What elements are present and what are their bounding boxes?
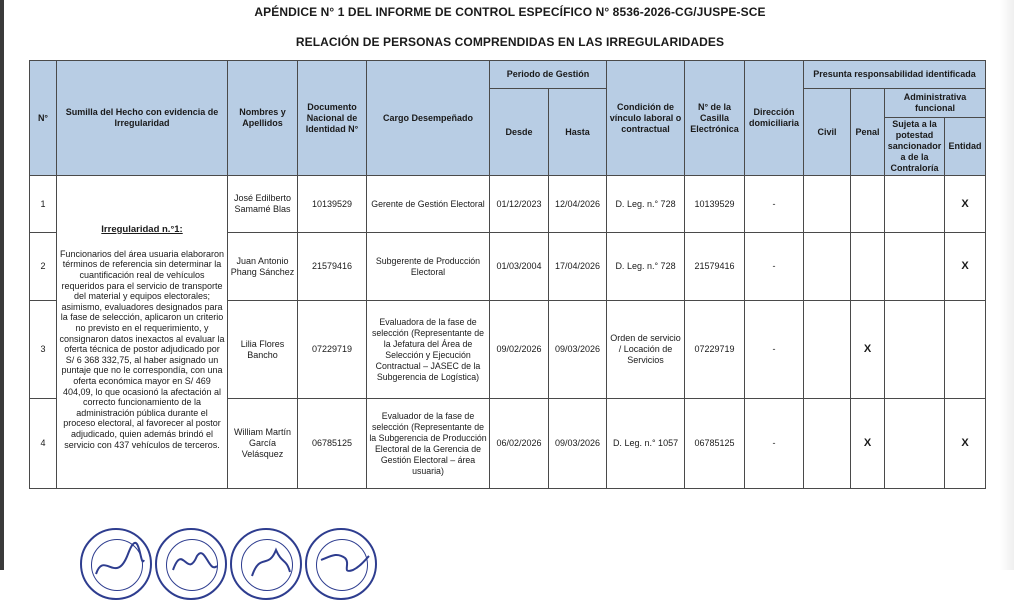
penal-mark <box>851 233 885 301</box>
person-dni: 07229719 <box>298 301 367 399</box>
civil-mark <box>804 399 851 489</box>
period-to: 09/03/2026 <box>549 301 607 399</box>
sujeta-mark <box>885 233 945 301</box>
header-desde: Desde <box>490 89 549 176</box>
header-documento: Documento Nacional de Identidad N° <box>298 61 367 176</box>
person-cargo: Subgerente de Producción Electoral <box>367 233 490 301</box>
contract-condition: D. Leg. n.° 1057 <box>607 399 685 489</box>
header-condicion: Condición de vínculo laboral o contractual <box>607 61 685 176</box>
official-seal-icon <box>230 528 302 600</box>
period-from: 09/02/2026 <box>490 301 549 399</box>
row-number: 3 <box>30 301 57 399</box>
person-cargo: Gerente de Gestión Electoral <box>367 176 490 233</box>
electronic-mailbox: 07229719 <box>685 301 745 399</box>
person-cargo: Evaluador de la fase de selección (Representante de la Subgerencia de Producción Electoral de la Gerencia de Gestión Electoral – área usuaria) <box>367 399 490 489</box>
period-from: 01/03/2004 <box>490 233 549 301</box>
header-casilla: N° de la Casilla Electrónica <box>685 61 745 176</box>
contract-condition: D. Leg. n.° 728 <box>607 176 685 233</box>
header-num: N° <box>30 61 57 176</box>
responsibility-table <box>29 60 986 489</box>
row-number: 2 <box>30 233 57 301</box>
home-address: - <box>745 399 804 489</box>
document-title: APÉNDICE N° 1 DEL INFORME DE CONTROL ESPECÍFICO N° 8536-2026-CG/JUSPE-SCE <box>254 5 766 19</box>
official-seal-icon <box>80 528 152 600</box>
header-hasta: Hasta <box>549 89 607 176</box>
header-direccion: Dirección domiciliaria <box>745 61 804 176</box>
person-name: José Edilberto Samamé Blas <box>228 176 298 233</box>
header-presunta: Presunta responsabilidad identificada <box>804 61 986 89</box>
electronic-mailbox: 21579416 <box>685 233 745 301</box>
header-sujeta: Sujeta a la potestad sancionador a de la Contraloría <box>885 118 945 176</box>
official-seal-icon <box>305 528 377 600</box>
page-right-edge <box>1000 0 1014 570</box>
page-left-edge <box>0 0 4 570</box>
civil-mark <box>804 301 851 399</box>
header-civil: Civil <box>804 89 851 176</box>
home-address: - <box>745 301 804 399</box>
header-cargo: Cargo Desempeñado <box>367 61 490 176</box>
document-subtitle: RELACIÓN DE PERSONAS COMPRENDIDAS EN LAS IRREGULARIDADES <box>295 35 725 49</box>
irregularity-summary <box>57 176 228 489</box>
period-to: 09/03/2026 <box>549 399 607 489</box>
header-entidad: Entidad <box>945 118 986 176</box>
irregularity-title: Irregularidad n.°1: <box>101 223 183 235</box>
civil-mark <box>804 176 851 233</box>
person-dni: 21579416 <box>298 233 367 301</box>
home-address: - <box>745 176 804 233</box>
row-number: 4 <box>30 399 57 489</box>
entidad-mark: X <box>945 399 986 489</box>
period-to: 12/04/2026 <box>549 176 607 233</box>
electronic-mailbox: 10139529 <box>685 176 745 233</box>
person-name: Lilia Flores Bancho <box>228 301 298 399</box>
entidad-mark: X <box>945 176 986 233</box>
person-name: William Martín García Velásquez <box>228 399 298 489</box>
header-administrativa: Administrativa funcional <box>885 89 986 118</box>
row-number: 1 <box>30 176 57 233</box>
person-cargo: Evaluadora de la fase de selección (Representante de la Jefatura del Área de Selección y Ejecución Contractual – JASEC de la Subgerencia de Logística) <box>367 301 490 399</box>
table-row <box>30 176 986 233</box>
person-name: Juan Antonio Phang Sánchez <box>228 233 298 301</box>
entidad-mark <box>945 301 986 399</box>
sujeta-mark <box>885 301 945 399</box>
header-nombres: Nombres y Apellidos <box>228 61 298 176</box>
civil-mark <box>804 233 851 301</box>
contract-condition: D. Leg. n.° 728 <box>607 233 685 301</box>
contract-condition: Orden de servicio / Locación de Servicios <box>607 301 685 399</box>
home-address: - <box>745 233 804 301</box>
header-sumilla: Sumilla del Hecho con evidencia de Irregularidad <box>57 61 228 176</box>
header-periodo: Periodo de Gestión <box>490 61 607 89</box>
period-from: 06/02/2026 <box>490 399 549 489</box>
sujeta-mark <box>885 176 945 233</box>
electronic-mailbox: 06785125 <box>685 399 745 489</box>
irregularity-text: Funcionarios del área usuaria elaboraron términos de referencia sin determinar la cuantificación real de vehículos requeridos para el servicio de transporte del material y equipos electorales; asimismo, evaluadores designados para la fase de selección, aplicaron un criterio no previsto en el requerimiento, y consignaron datos inexactos al evaluar la oferta técnica de postor adjudicado por S/ 6 368 332,75, al haber asignado un puntaje que no le correspondía, con una oferta económica mayor en S/ 469 404,09, lo que ocasionó la afectación al correcto funcionamiento de la administración pública durante el proceso electoral, al favorecer al postor adjudicado, quien además brindó el servicio con 437 vehículos de terceros. <box>59 248 225 450</box>
penal-mark <box>851 176 885 233</box>
person-dni: 10139529 <box>298 176 367 233</box>
header-penal: Penal <box>851 89 885 176</box>
penal-mark: X <box>851 399 885 489</box>
person-dni: 06785125 <box>298 399 367 489</box>
period-to: 17/04/2026 <box>549 233 607 301</box>
signature-seals <box>80 528 500 570</box>
period-from: 01/12/2023 <box>490 176 549 233</box>
penal-mark: X <box>851 301 885 399</box>
sujeta-mark <box>885 399 945 489</box>
official-seal-icon <box>155 528 227 600</box>
entidad-mark: X <box>945 233 986 301</box>
